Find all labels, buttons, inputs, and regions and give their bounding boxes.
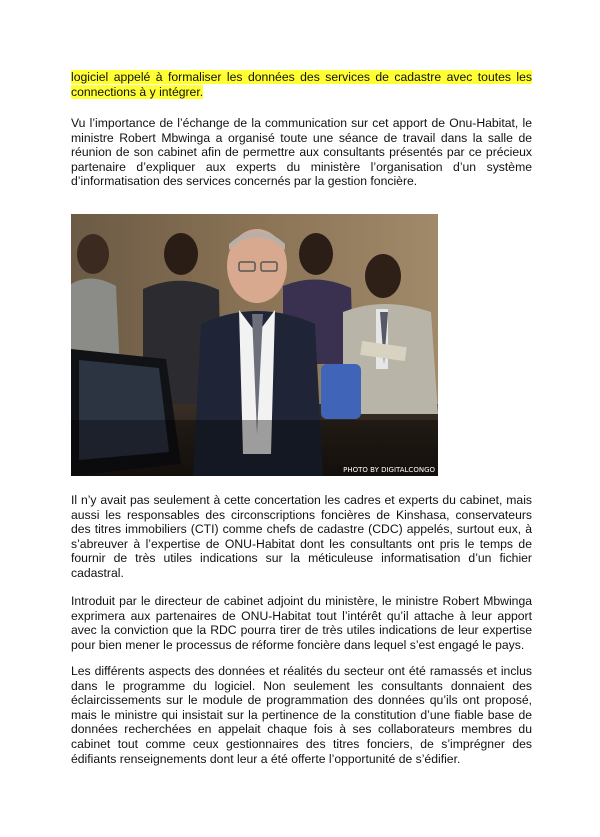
photo-credit: PHOTO BY DIGITALCONGO [343, 466, 435, 474]
paragraph-highlighted [71, 70, 532, 99]
paragraph-4: Les différents aspects des données et réalités du secteur ont été ramassés et inclus dans le programme du logiciel. Non seulement les consultants donnaient des éclaircissements sur le module de programmation des données qu’ils ont proposé, mais le ministre qui insistait sur la pertinence de la constitution d’une fiable base de données recherchées en appelait chaque fois à ses collaborateurs membres du cabinet tout comme ceux gestionnaires des titres fonciers, de s’imprégner des édifiants renseignements dont leur a été offerte l’opportunité de s’édifier. [71, 664, 532, 766]
paragraph-1: Vu l’importance de l’échange de la communication sur cet apport de Onu-Habitat, le ministre Robert Mbwinga a organisé toute une séance de travail dans la salle de réunion de son cabinet afin de permettre aux consultants présentés par ce précieux partenaire d’expliquer aux experts du ministère l’organisation d’un système d’informatisation des services concernés par la gestion foncière. [71, 116, 532, 189]
photo-caption: M. Eric Van Roy [205, 651, 304, 666]
meeting-photo-illustration [71, 214, 438, 476]
paragraph-2: Il n’y avait pas seulement à cette concertation les cadres et experts du cabinet, mais aussi les responsables des circonscriptions foncières de Kinshasa, conservateurs des titres immobiliers (CTI) comme chefs de cadastre (CDC) appelés, surtout eux, à s’abreuver à l’expertise de ONU-Habitat dont les consultants ont pris le temps de fournir de très utiles indications sur la méticuleuse informatisation d’un fichier cadastral. [71, 493, 532, 580]
paragraph-3: Introduit par le directeur de cabinet adjoint du ministère, le ministre Robert Mbwinga exprimera aux partenaires de ONU-Habitat tout l’intérêt qu’il attache à leur apport avec la conviction que la RDC pourra tirer de très utiles indications de leur expertise pour bien mener le processus de réforme foncière dans lequel s’est engagé le pays. [71, 594, 532, 652]
highlighted-text: logiciel appelé à formaliser les données des services de cadastre avec toutes les connections à y intégrer. [71, 70, 532, 99]
